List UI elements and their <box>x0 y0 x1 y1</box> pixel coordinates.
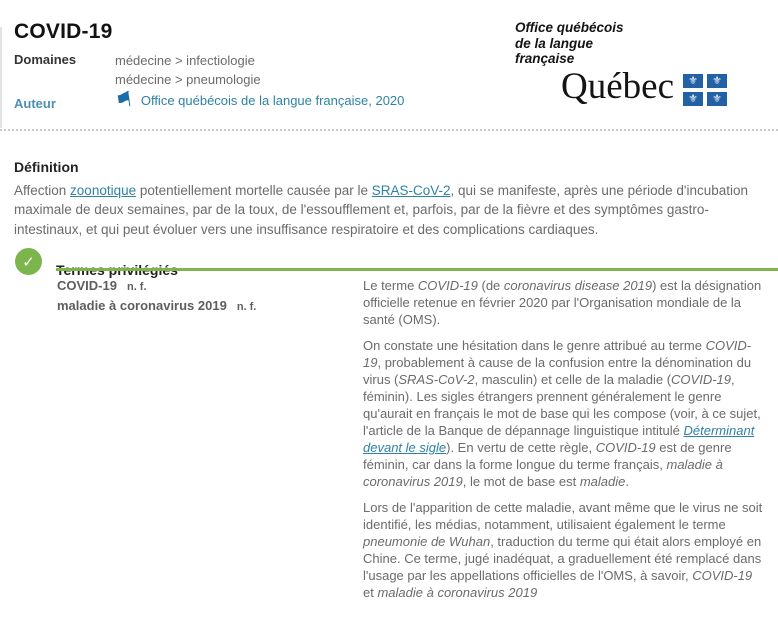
text-segment: COVID-19 <box>692 568 753 583</box>
text-segment: COVID-19 <box>595 440 656 455</box>
term-gender: n. f. <box>126 281 147 293</box>
text-segment: , traduction du terme qui était alors employé en Chine. Ce terme, jugé inadéquat, a graduellement été remplacé dans l'usage par les appellations officielles de l'OMS, à savoir, <box>363 534 762 583</box>
inline-link[interactable]: Déterminant devant le sigle <box>363 423 755 455</box>
domain-item: médecine > infectiologie <box>115 53 255 68</box>
text-segment: ) est la désignation officielle retenue en février 2020 par l'Organisation mondiale de la santé (OMS). <box>363 278 762 327</box>
oqlf-quebec-logo <box>515 20 775 106</box>
quebec-flag-icon <box>683 74 727 106</box>
text-segment: Le terme <box>363 278 418 293</box>
text-segment: maladie <box>579 474 626 489</box>
logo-org-line: Office québécois <box>515 20 624 35</box>
page-title: COVID-19 <box>14 20 113 44</box>
text-segment: (de <box>477 278 504 293</box>
inline-link[interactable]: SRAS-CoV-2 <box>371 182 451 198</box>
text-segment: Affection <box>14 182 71 198</box>
text-segment: COVID-19 <box>363 338 752 370</box>
cropped-frame-edge <box>0 27 2 128</box>
author-flag-icon: ⚑ <box>113 86 136 114</box>
term-text: COVID-19 <box>57 278 117 293</box>
terms-list <box>57 277 256 316</box>
fleur-de-lis-icon: ⚜ <box>707 74 727 88</box>
domains-label: Domaines <box>14 52 77 67</box>
text-segment: COVID-19 <box>671 372 731 387</box>
fleur-de-lis-icon: ⚜ <box>707 92 727 106</box>
note-paragraph <box>363 277 765 328</box>
text-segment: , le mot de base est <box>462 474 580 489</box>
text-segment: et <box>363 585 378 600</box>
fleur-de-lis-icon: ⚜ <box>683 92 703 106</box>
text-segment: SRAS-CoV-2 <box>398 372 475 387</box>
note-paragraph <box>363 499 765 601</box>
term-entry <box>57 297 256 317</box>
author-link[interactable]: Office québécois de la langue française, 2020 <box>140 93 405 108</box>
author-label: Auteur <box>14 96 56 111</box>
text-segment: , féminin). Les sigles étrangers prennent généralement le genre qu'aurait en français le mot de base qui les compose (voir, à ce sujet, l'article de la Banque de dépannage linguistique intitulé <box>363 372 761 438</box>
author-row <box>113 86 405 114</box>
text-segment: . <box>625 474 629 489</box>
text-segment: On constate une hésitation dans le genre attribué au terme <box>363 338 706 353</box>
text-segment: , probablement à cause de la confusion entre la dénomination du virus ( <box>363 355 752 387</box>
logo-org-line: de la langue <box>515 35 594 51</box>
domain-item: médecine > pneumologie <box>115 72 261 87</box>
note-paragraph <box>363 337 765 490</box>
inline-link[interactable]: zoonotique <box>70 182 137 198</box>
logo-org-name <box>515 20 775 67</box>
fleur-de-lis-icon: ⚜ <box>683 74 703 88</box>
text-segment: coronavirus disease 2019 <box>503 278 653 293</box>
text-segment: Lors de l'apparition de cette maladie, avant même que le virus ne soit identifié, les médias, notamment, utilisaient également le terme <box>363 500 763 532</box>
term-entry <box>57 277 256 297</box>
text-segment: est de genre féminin, car dans la forme longue du terme français, <box>363 440 732 472</box>
preferred-terms-rule <box>56 268 778 271</box>
quebec-wordmark: Québec <box>561 65 674 107</box>
text-segment: , masculin) et celle de la maladie ( <box>474 372 672 387</box>
text-segment: COVID-19 <box>417 278 478 293</box>
text-segment: pneumonie de Wuhan <box>363 534 491 549</box>
text-segment: maladie à coronavirus 2019 <box>377 585 538 600</box>
term-text: maladie à coronavirus 2019 <box>57 297 227 313</box>
text-segment: ). En vertu de cette règle, <box>446 440 596 455</box>
terms-notes <box>363 277 765 610</box>
definition-text <box>14 181 766 240</box>
section-divider <box>0 129 778 131</box>
text-segment: potentiellement mortelle causée par le <box>136 182 372 198</box>
domains-values <box>115 51 261 89</box>
logo-org-line: française <box>515 51 575 66</box>
text-segment: maladie à coronavirus 2019 <box>363 457 723 489</box>
definition-heading: Définition <box>14 158 79 175</box>
text-segment: , qui se manifeste, après une période d'incubation maximale de deux semaines, par de la toux, de l'essoufflement et, parfois, par de la fièvre et des symptômes gastro-intestinaux, et qui peut évoluer vers une insuffisance respiratoire et des complications cardiaques. <box>14 182 749 237</box>
term-gender: n. f. <box>236 300 257 313</box>
preferred-terms-check-icon: ✓ <box>15 248 42 275</box>
